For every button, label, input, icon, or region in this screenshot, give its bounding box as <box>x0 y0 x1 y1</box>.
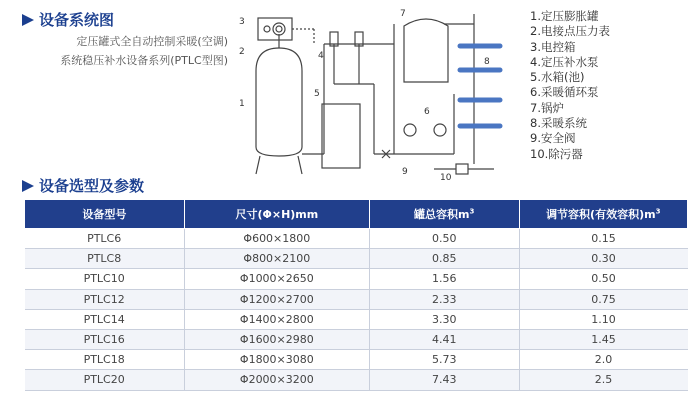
legend-item: 2.电接点压力表 <box>530 24 610 39</box>
description-line-1: 定压罐式全自动控制采暖(空调) <box>76 35 228 48</box>
section-title-text: 设备选型及参数 <box>39 177 145 195</box>
cell-model: PTLC12 <box>25 289 185 309</box>
section-title-text: 设备系统图 <box>39 11 115 29</box>
callout-6: 6 <box>424 107 430 117</box>
boiler <box>404 19 448 82</box>
cell-size: Φ1400×2800 <box>184 309 369 329</box>
legend-item: 8.采暖系统 <box>530 116 587 131</box>
cell-effective-volume: 0.75 <box>519 289 687 309</box>
pressure-gauge-icon <box>273 23 285 35</box>
legend-item: 6.采暖循环泵 <box>530 85 599 100</box>
cell-model: PTLC6 <box>25 229 185 249</box>
cell-effective-volume: 1.10 <box>519 309 687 329</box>
cell-total-volume: 1.56 <box>369 269 519 289</box>
table-row <box>25 350 688 370</box>
table-row <box>25 269 688 289</box>
header-total-volume: 罐总容积$m^3$ <box>369 200 519 229</box>
description-line-2: 系统稳压补水设备系列(PTLC型图) <box>60 54 228 67</box>
cell-model: PTLC16 <box>25 329 185 349</box>
table-row <box>25 309 688 329</box>
component-legend <box>530 9 610 162</box>
cell-model: PTLC14 <box>25 309 185 329</box>
section-title-selection-params <box>22 175 144 196</box>
cell-size: Φ1800×3080 <box>184 350 369 370</box>
cell-effective-volume: 0.50 <box>519 269 687 289</box>
table-row <box>25 229 688 249</box>
cell-size: Φ2000×3200 <box>184 370 369 390</box>
cell-size: Φ1200×2700 <box>184 289 369 309</box>
control-box <box>258 18 314 44</box>
table-header-row <box>25 200 688 229</box>
cell-total-volume: 0.85 <box>369 249 519 269</box>
callout-8: 8 <box>484 57 490 67</box>
cell-model: PTLC20 <box>25 370 185 390</box>
spec-table <box>24 199 688 391</box>
cell-total-volume: 5.73 <box>369 350 519 370</box>
cell-effective-volume: 2.0 <box>519 350 687 370</box>
cell-effective-volume: 2.5 <box>519 370 687 390</box>
cell-size: Φ1000×2650 <box>184 269 369 289</box>
expansion-tank <box>256 34 302 174</box>
circulation-pumps <box>404 124 446 136</box>
callout-7: 7 <box>400 9 406 19</box>
section-title-system-diagram <box>22 9 114 30</box>
cell-total-volume: 3.30 <box>369 309 519 329</box>
table-row <box>25 289 688 309</box>
cell-effective-volume: 0.30 <box>519 249 687 269</box>
heating-system <box>460 46 500 126</box>
header-model: 设备型号 <box>25 200 185 229</box>
water-tank <box>322 104 360 168</box>
callout-9: 9 <box>402 167 408 177</box>
callout-2: 2 <box>239 47 245 57</box>
cell-model: PTLC18 <box>25 350 185 370</box>
callout-10: 10 <box>440 173 452 183</box>
triangle-bullet-icon <box>22 180 34 192</box>
triangle-bullet-icon <box>22 14 34 26</box>
cell-model: PTLC10 <box>25 269 185 289</box>
table-row <box>25 249 688 269</box>
table-row <box>25 329 688 349</box>
legend-item: 5.水箱(池) <box>530 70 585 85</box>
cell-total-volume: 2.33 <box>369 289 519 309</box>
cell-size: Φ600×1800 <box>184 229 369 249</box>
legend-item: 9.安全阀 <box>530 131 576 146</box>
legend-item: 3.电控箱 <box>530 39 576 54</box>
table-row <box>25 370 688 390</box>
legend-item: 1.定压膨胀罐 <box>530 9 599 23</box>
legend-item: 4.定压补水泵 <box>530 54 599 69</box>
diagram-description <box>28 32 228 70</box>
cell-total-volume: 7.43 <box>369 370 519 390</box>
callout-5: 5 <box>314 89 320 99</box>
callout-1: 1 <box>239 99 245 109</box>
cell-model: PTLC8 <box>25 249 185 269</box>
system-diagram <box>234 4 524 184</box>
cell-size: Φ800×2100 <box>184 249 369 269</box>
cell-size: Φ1600×2980 <box>184 329 369 349</box>
callout-4: 4 <box>318 51 324 61</box>
callout-3: 3 <box>239 17 245 27</box>
legend-item: 10.除污器 <box>530 146 583 161</box>
cell-effective-volume: 1.45 <box>519 329 687 349</box>
cell-total-volume: 0.50 <box>369 229 519 249</box>
header-size: 尺寸(Φ×H)mm <box>184 200 369 229</box>
legend-item: 7.锅炉 <box>530 100 564 115</box>
pipework <box>279 14 474 164</box>
cell-effective-volume: 0.15 <box>519 229 687 249</box>
cell-total-volume: 4.41 <box>369 329 519 349</box>
header-effective-volume: 调节容积(有效容积)$m^3$ <box>519 200 687 229</box>
